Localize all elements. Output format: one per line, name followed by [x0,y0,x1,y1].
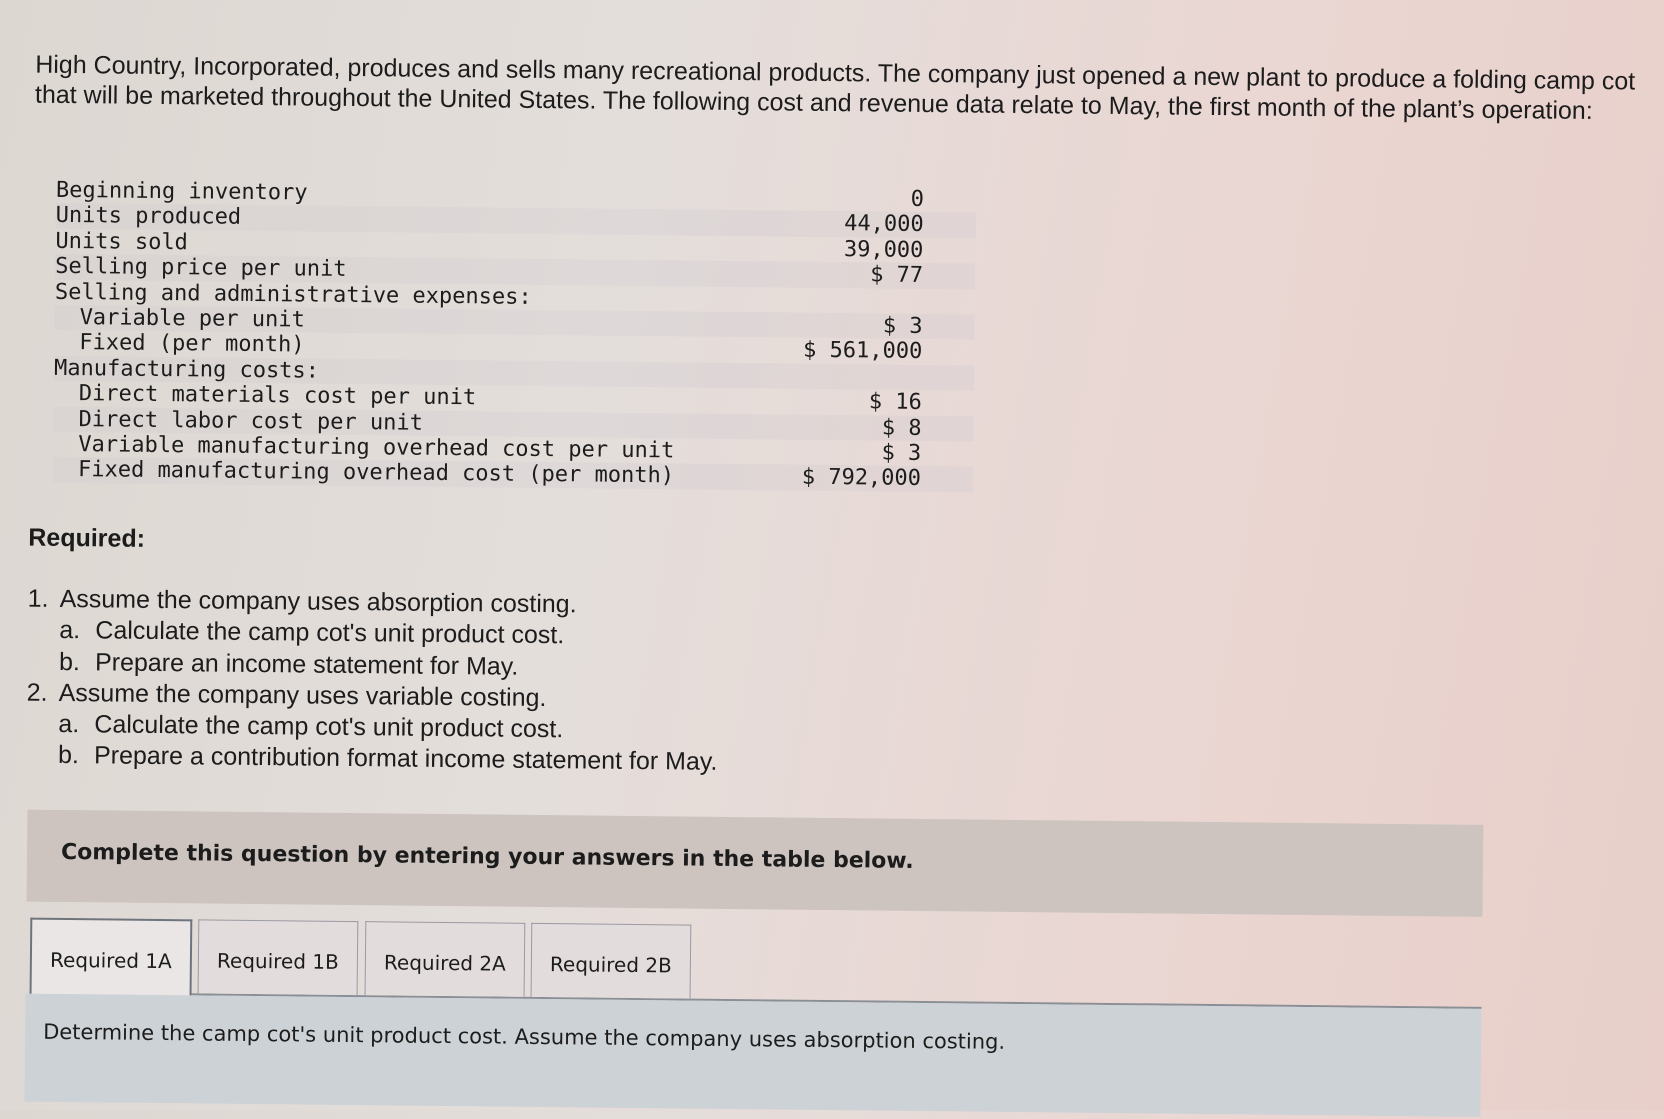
answer-panel [24,994,1481,1117]
data-label: Variable manufacturing overhead cost per unit [78,432,675,464]
required-heading: Required: [28,523,146,553]
data-label: Direct labor cost per unit [78,406,424,436]
data-value: $ 16 [868,389,922,416]
item-text: Prepare an income statement for May. [94,647,519,681]
item-text: Calculate the camp cot's unit product cost. [95,616,565,650]
data-label: Beginning inventory [55,177,308,206]
data-value: $ 8 [881,415,922,441]
data-value: 44,000 [844,211,924,238]
data-label: Selling price per unit [55,254,347,283]
data-value: 39,000 [843,236,924,263]
item-number: 2. [26,678,48,707]
data-value: $ 3 [881,440,922,466]
item-text: Assume the company uses absorption costing. [59,584,577,619]
item-letter: b. [57,741,80,770]
tab-required-1a[interactable]: Required 1A [30,918,193,998]
data-value: $ 3 [882,313,923,339]
instruction-text: Complete this question by entering your answers in the table below. [60,839,914,874]
item-letter: b. [58,647,81,676]
item-text: Assume the company uses variable costing. [58,678,547,712]
tab-required-1b[interactable]: Required 1B [198,919,359,995]
item-text: Calculate the camp cot's unit product cost. [94,710,564,744]
data-label: Units produced [55,203,242,231]
item-text: Prepare a contribution format income statement for May. [93,741,718,777]
problem-intro: High Country, Incorporated, produces and sells many recreational products. The company just opened a new plant to produce a folding camp cot that will be marketed throughout the United States. The following cost and revenue data relate to May, the first month of the plant’s operation: [34,50,1636,125]
instruction-banner [27,810,1484,917]
tab-required-2b[interactable]: Required 2B [531,923,692,999]
data-label: Units sold [55,228,189,256]
cost-revenue-data-table [53,178,976,492]
data-label: Manufacturing costs: [53,355,320,384]
required-item-2b [26,740,718,779]
item-number: 1. [27,584,49,613]
required-list [26,584,719,779]
data-label: Direct materials cost per unit [78,381,477,411]
item-letter: a. [58,710,80,739]
data-value: $ 561,000 [802,338,923,365]
item-letter: a. [59,616,81,645]
data-label: Fixed manufacturing overhead cost (per month) [77,457,675,489]
data-label: Selling and administrative expenses: [54,279,532,310]
tab-required-2a[interactable]: Required 2A [365,921,526,997]
answer-prompt: Determine the camp cot's unit product cost. Assume the company uses absorption costing. [43,1019,1006,1054]
data-label: Fixed (per month) [79,330,305,358]
data-label: Variable per unit [79,305,305,333]
data-value: $ 792,000 [801,465,922,492]
data-value: $ 77 [870,262,924,289]
data-value: 0 [910,186,925,212]
